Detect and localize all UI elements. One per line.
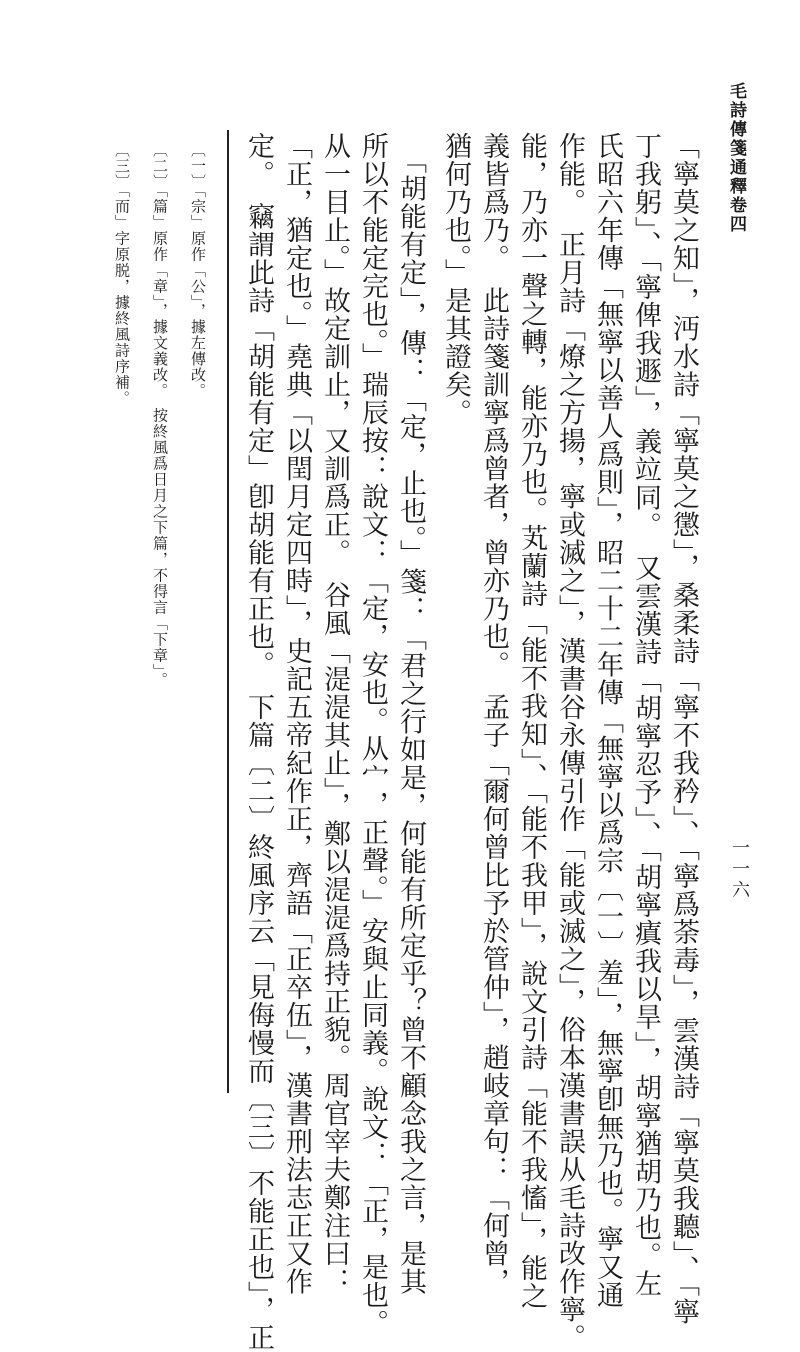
footnote: 〔三〕「而」字原脱，據終風詩序補。 <box>113 142 131 407</box>
text-column: 「寧莫之知」，沔水詩「寧莫之懲」，桑柔詩「寧不我矜」、「寧爲荼毒」，雲漢詩「寧莫我聽」、「寧 <box>668 132 699 1326</box>
text-column: 所以不能定完也。」瑞辰按：說文：「定，安也。从宀，正聲。」安與止同義。說文：「正，是也。 <box>357 132 388 1337</box>
page-header-title: 毛詩傳箋通釋卷四 <box>726 82 746 234</box>
text-column: 「胡能有定」，傳：「定，止也。」箋：「君之行如是，何能有所定乎？曾不顧念我之言，是其 <box>395 132 426 1296</box>
text-column: 氏昭六年傳「無寧以善人爲則」，昭二十二年傳「無寧以爲宗〔一〕羞」，無寧卽無乃也。寧又通 <box>592 132 623 1309</box>
footnote: 〔二〕「篇」原作「章」，據文義改。 按終風爲日月之下篇，不得言「下章」。 <box>151 142 169 688</box>
text-column: 定。 竊謂此詩「胡能有定」卽胡能有正也。 下篇〔二〕終風序云「見侮慢而〔三〕不能正也」，正 <box>243 132 274 1352</box>
text-column: 猶何乃也。」是其證矣。 <box>440 132 471 427</box>
text-column: 能，乃亦一聲之轉，能亦乃也。芄蘭詩「能不我知」、「能不我甲」，說文引詩「能不我慉」，能之 <box>516 132 547 1310</box>
text-column: 「正，猶定也。」堯典「以閏月定四時」，史記五帝紀作正，齊語「正卒伍」，漢書刑法志正又作 <box>281 132 312 1296</box>
text-column: 作能。 正月詩「燎之方揚，寧或滅之」，漢書谷永傳引作「能或滅之」，俗本漢書誤从毛詩改作寧。 <box>554 132 585 1352</box>
footnote: 〔一〕「宗」原作「公」，據左傳改。 <box>189 142 207 399</box>
text-column: 義皆爲乃。 此詩箋訓寧爲曾者，曾亦乃也。 孟子「爾何曾比予於管仲」，趙岐章句：「何曾， <box>478 132 509 1296</box>
text-column: 丁我躬」、「寧俾我遯」，義竝同。 又雲漢詩「胡寧忍予」、「胡寧瘨我以旱」，胡寧猶胡乃也。左 <box>630 132 661 1298</box>
text-column: 从一目止。」故定訓止，又訓爲正。 谷風「湜湜其止」，鄭以湜湜爲持正貌。周官宰夫鄭注曰： <box>319 132 350 1296</box>
page-number: 一一六 <box>729 838 750 901</box>
footnote-divider <box>227 130 229 1093</box>
